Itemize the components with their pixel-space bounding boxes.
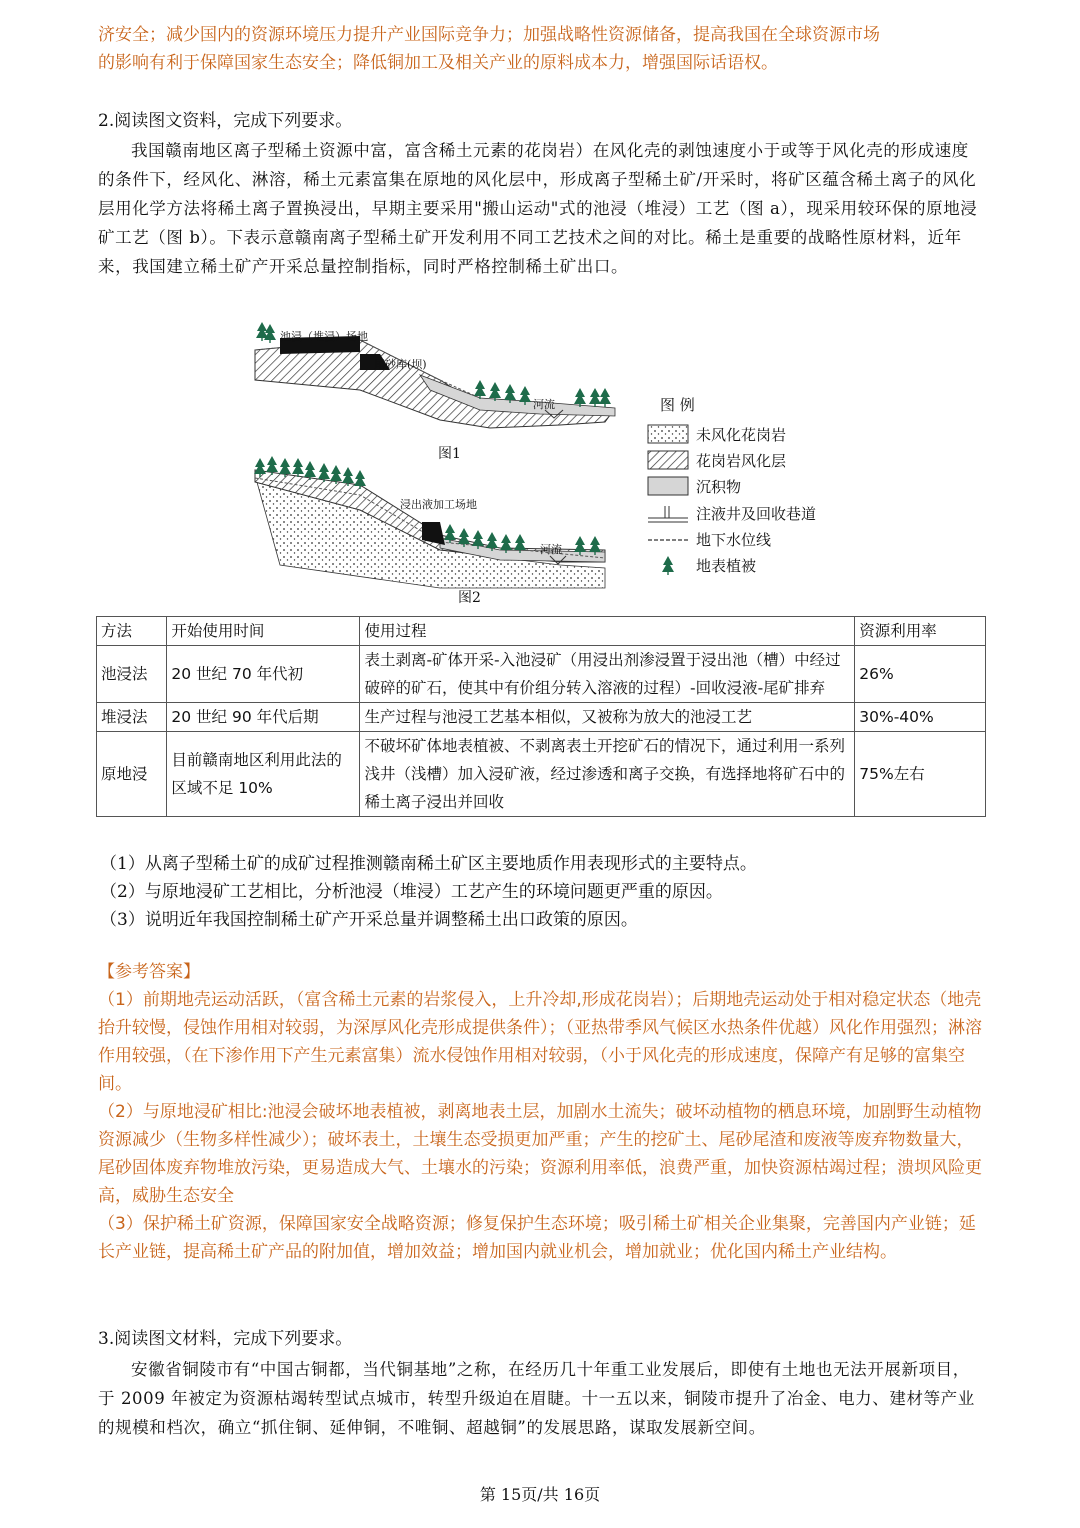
figure-1 — [255, 322, 615, 462]
dotted-pattern-icon — [648, 425, 688, 443]
legend-label: 未风化花岗岩 — [696, 426, 787, 444]
figure-2 — [254, 456, 605, 606]
q2-intro: 我国赣南地区离子型稀土资源中富，富含稀土元素的花岗岩）在风化壳的剥蚀速度小于或等于风化壳的形成速度的条件下，经风化、淋溶，稀土元素富集在原地的风化层中，形成离子型稀土矿/开采时，将矿区蕴含稀土离子的风化层用化学方法将稀土离子置换浸出，早期主要采用"搬山运动"式的池浸（堆浸）工艺（图 a），现采用较环保的原地浸矿工艺（图 b）。下表示意赣南离子型稀土矿开发利用不同工艺技术之间的对比。稀土是重要的战略性原材料，近年来，我国建立稀土矿产开采总量控制指标，同时严格控制稀土矿出口。 — [98, 141, 978, 276]
table-header: 开始使用时间 — [167, 617, 360, 646]
sub-question: （2）与原地浸矿工艺相比，分析池浸（堆浸）工艺产生的环境问题更严重的原因。 — [100, 882, 723, 902]
q3-intro: 安徽省铜陵市有“中国古铜都，当代铜基地”之称，在经历几十年重工业发展后，即使有土地也无法开展新项目，于 2009 年被定为资源枯竭转型试点城市，转型升级迫在眉睫。十一五以来，铜陵市提升了冶金、电力、建材等产业的规模和档次，确立“抓住铜、延伸铜，不唯铜、超越铜”的发展思路，谋取发展新空间。 — [98, 1360, 975, 1437]
legend-label: 注液井及回收巷道 — [696, 505, 817, 523]
table-header: 使用过程 — [360, 617, 855, 646]
q3-heading: 3.阅读图文材料，完成下列要求。 — [98, 1329, 353, 1349]
hatched-pattern-icon — [648, 451, 688, 469]
label-pool-site: 池浸（堆浸）场地 — [280, 330, 368, 343]
q2-sub-questions — [100, 850, 757, 934]
q2-heading: 2.阅读图文资料，完成下列要求。 — [98, 111, 353, 131]
table-header: 资源利用率 — [855, 617, 986, 646]
table-row — [97, 646, 986, 703]
figure-2-title: 图2 — [458, 590, 481, 606]
rate-cell: 30%-40% — [855, 703, 986, 732]
time-cell: 20 世纪 90 年代后期 — [167, 703, 360, 732]
method-cell: 堆浸法 — [97, 703, 167, 732]
answer-title: 【参考答案】 — [98, 962, 200, 982]
legend-label: 花岗岩风化层 — [696, 452, 787, 470]
legend-title: 图 例 — [660, 396, 695, 414]
method-cell: 池浸法 — [97, 646, 167, 703]
well-symbol-icon — [648, 506, 688, 522]
diagram-svg — [240, 310, 860, 610]
prev-answer-line: 的影响有利于保障国家生态安全；降低铜加工及相关产业的原料成本力，增强国际话语权。 — [98, 52, 778, 73]
legend — [648, 396, 816, 575]
label-river-1: 河流 — [533, 398, 555, 411]
process-cell: 生产过程与池浸工艺基本相似，又被称为放大的池浸工艺 — [360, 703, 855, 732]
table-header-row — [97, 617, 986, 646]
method-comparison-table — [96, 616, 986, 817]
rate-cell: 26% — [855, 646, 986, 703]
label-tailings: 尾砂库(坝) — [374, 358, 427, 371]
sub-question: （3）说明近年我国控制稀土矿产开采总量并调整稀土出口政策的原因。 — [100, 910, 638, 930]
legend-label: 地表植被 — [696, 557, 757, 575]
table-row — [97, 703, 986, 732]
prev-answer-line: 济安全；减少国内的资源环境压力提升产业国际竞争力；加强战略性资源储备，提高我国在全球资源市场 — [98, 25, 880, 45]
method-cell: 原地浸 — [97, 732, 167, 817]
figure-1-title: 图1 — [438, 446, 461, 462]
page-number: 第 15页/共 16页 — [479, 1485, 601, 1504]
process-cell: 不破坏矿体地表植被、不剥离表土开挖矿石的情况下，通过利用一系列浅井（浅槽）加入浸矿液，经过渗透和离子交换，有选择地将矿石中的稀土离子浸出并回收 — [360, 732, 855, 817]
tree-icon — [662, 556, 674, 575]
table-row — [97, 732, 986, 817]
table-header: 方法 — [97, 617, 167, 646]
legend-label: 沉积物 — [696, 478, 742, 496]
prev-answer-continuation — [98, 22, 983, 77]
label-leach-site: 浸出液加工场地 — [400, 498, 477, 511]
time-cell: 目前赣南地区利用此法的区域不足 10% — [167, 732, 360, 817]
mining-diagram — [240, 310, 860, 610]
gray-fill-icon — [648, 477, 688, 495]
sub-question: （1）从离子型稀土矿的成矿过程推测赣南稀土矿区主要地质作用表现形式的主要特点。 — [100, 854, 757, 874]
rate-cell: 75%左右 — [855, 732, 986, 817]
label-river-2: 河流 — [540, 543, 562, 556]
answer-1: （1）前期地壳运动活跃，（富含稀土元素的岩浆侵入，上升冷却,形成花岗岩）；后期地壳运动处于相对稳定状态（地壳抬升较慢，侵蚀作用相对较弱，为深厚风化壳形成提供条件）；（亚热带季风气候区水热条件优越）风化作用强烈；淋溶作用较强，（在下渗作用下产生元素富集）流水侵蚀作用相对较弱，（小于风化壳的形成速度，保障产有足够的富集空间。 — [98, 990, 982, 1094]
answer-3: （3）保护稀土矿资源，保障国家安全战略资源；修复保护生态环境；吸引稀土矿相关企业集聚，完善国内产业链；延长产业链，提高稀土矿产品的附加值，增加效益；增加国内就业机会，增加就业；优化国内稀土产业结构。 — [98, 1214, 976, 1262]
process-cell: 表土剥离-矿体开采-入池浸矿（用浸出剂渗浸置于浸出池（槽）中经过破碎的矿石，使其中有价组分转入溶液的过程）-回收浸液-尾矿排弃 — [360, 646, 855, 703]
legend-label: 地下水位线 — [696, 531, 772, 549]
answer-2: （2）与原地浸矿相比:池浸会破坏地表植被，剥离地表土层，加剧水土流失；破坏动植物的栖息环境，加剧野生动植物资源减少（生物多样性减少）；破坏表土，土壤生态受损更加严重；产生的挖矿土、尾砂尾渣和废液等废弃物数量大，尾砂固体废弃物堆放污染，更易造成大气、土壤水的污染；资源利用率低，浪费严重，加快资源枯竭过程；溃坝风险更高，威胁生态安全 — [98, 1102, 982, 1206]
time-cell: 20 世纪 70 年代初 — [167, 646, 360, 703]
